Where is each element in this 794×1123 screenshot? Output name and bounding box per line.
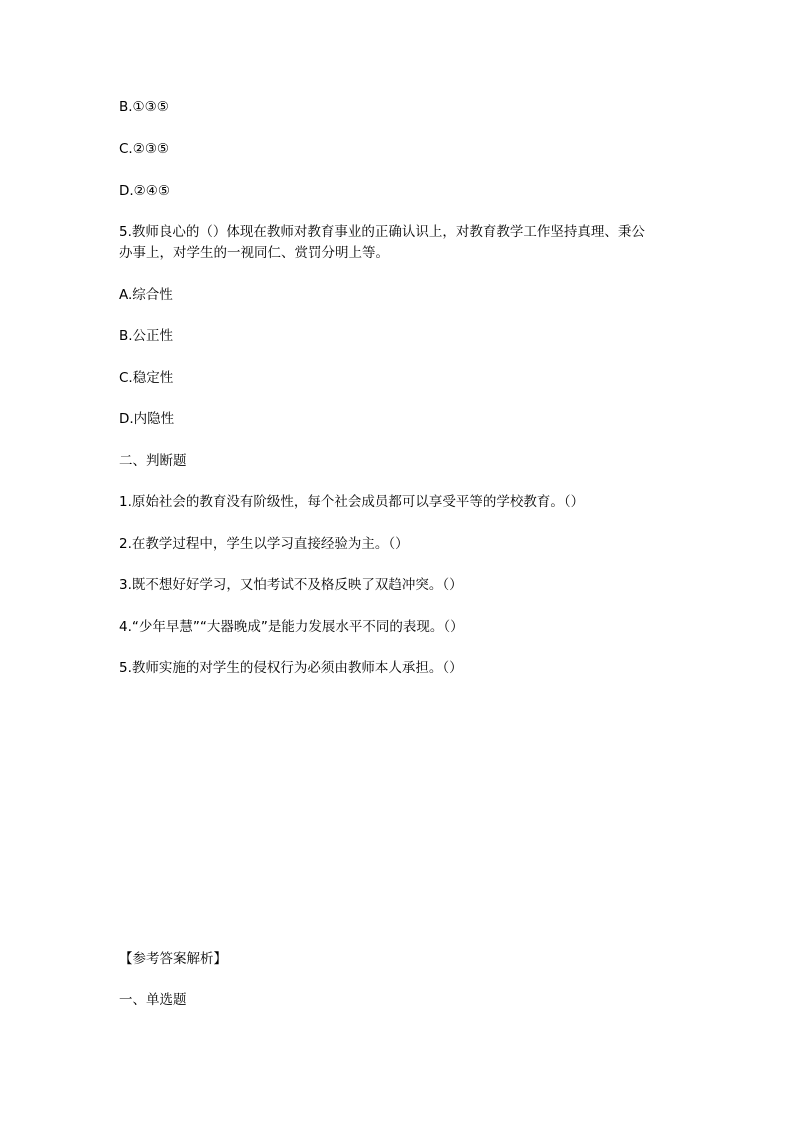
question-5 [119, 222, 679, 264]
option-a-q5: A.综合性 [119, 287, 173, 303]
section-heading-judgment: 二、判断题 [119, 453, 187, 469]
judgment-item-5: 5.教师实施的对学生的侵权行为必须由教师本人承担。（） [119, 660, 463, 676]
answers-subheading: 一、单选题 [119, 992, 187, 1008]
judgment-item-3: 3.既不想好好学习，又怕考试不及格反映了双趋冲突。（） [119, 577, 463, 593]
judgment-item-1: 1.原始社会的教育没有阶级性，每个社会成员都可以享受平等的学校教育。（） [119, 494, 585, 510]
option-b-q4: B.①③⑤ [119, 99, 169, 115]
option-d-q5: D.内隐性 [119, 411, 175, 427]
judgment-item-4: 4.“少年早慧”“大器晚成”是能力发展水平不同的表现。（） [119, 619, 464, 635]
option-c-q5: C.稳定性 [119, 370, 174, 386]
option-d-q4: D.②④⑤ [119, 183, 170, 199]
judgment-item-2: 2.在教学过程中，学生以学习直接经验为主。（） [119, 536, 409, 552]
option-c-q4: C.②③⑤ [119, 141, 170, 157]
answers-heading: 【参考答案解析】 [119, 951, 227, 967]
question-5-line-2: 办事上，对学生的一视同仁、赏罚分明上等。 [119, 245, 389, 261]
question-5-line-1: 5.教师良心的（）体现在教师对教育事业的正确认识上，对教育教学工作坚持真理、秉公 [119, 224, 645, 240]
option-b-q5: B.公正性 [119, 328, 174, 344]
